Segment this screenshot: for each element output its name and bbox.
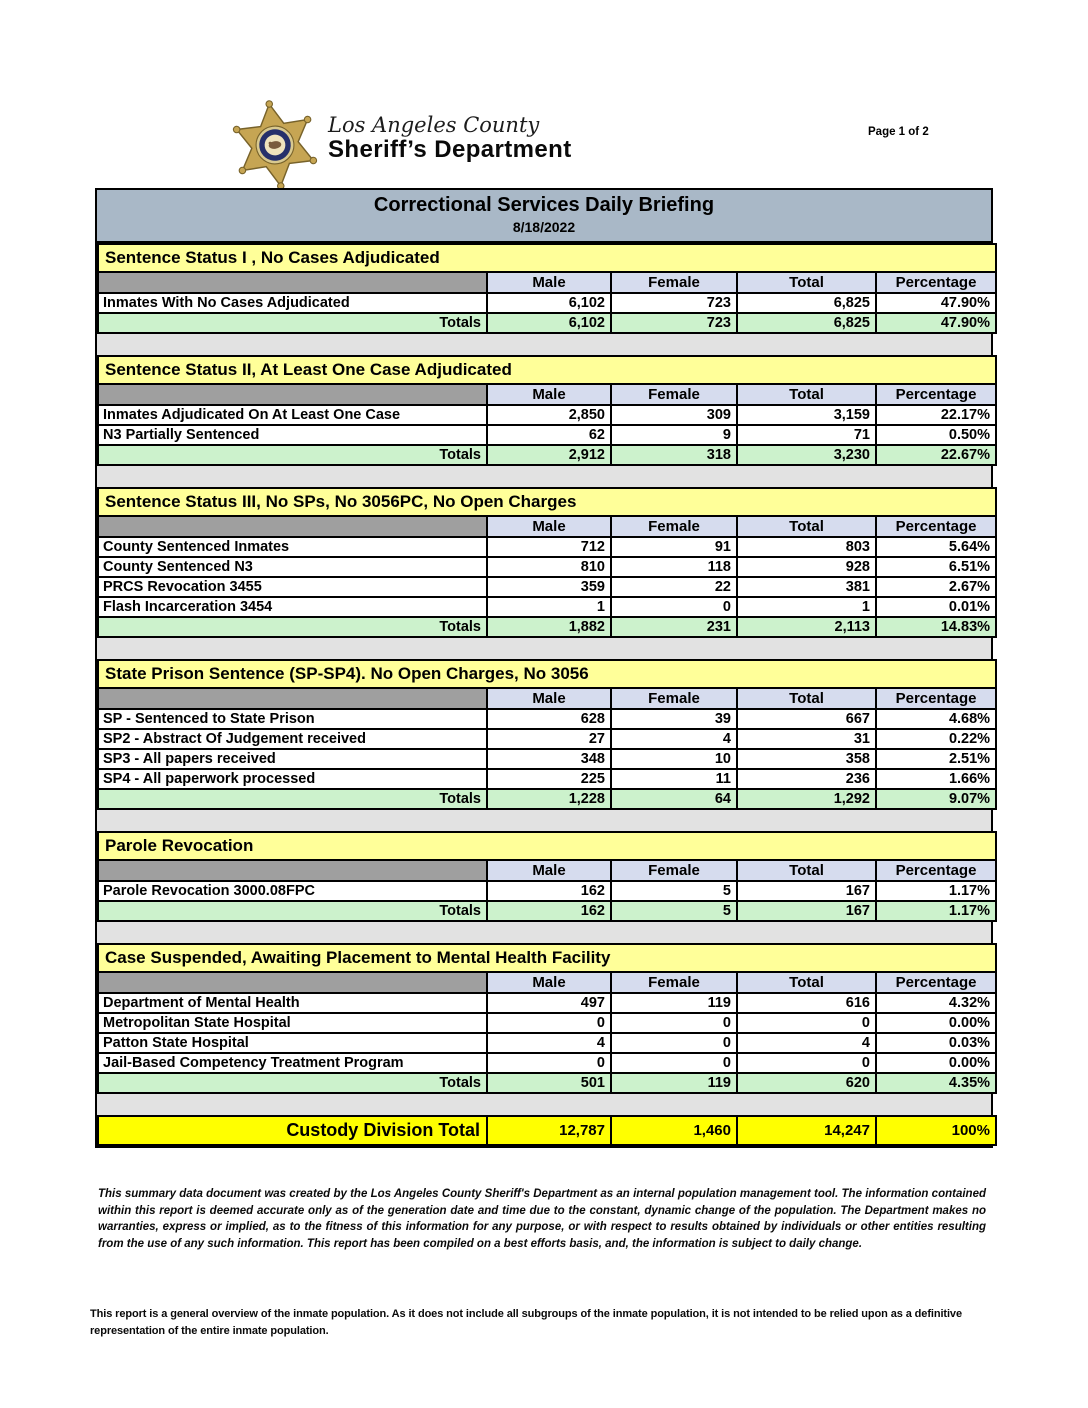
custody-total-value: 12,787 bbox=[487, 1116, 611, 1145]
totals-value: 162 bbox=[487, 901, 611, 921]
table-row bbox=[98, 1013, 996, 1033]
row-value: 5.64% bbox=[876, 537, 996, 557]
row-value: 71 bbox=[737, 425, 876, 445]
totals-value: 167 bbox=[737, 901, 876, 921]
totals-value: 6,825 bbox=[737, 313, 876, 333]
row-value: 9 bbox=[611, 425, 737, 445]
totals-value: 1,882 bbox=[487, 617, 611, 637]
section-gap bbox=[97, 638, 991, 659]
row-label: Inmates With No Cases Adjudicated bbox=[98, 293, 487, 313]
column-header: Percentage bbox=[876, 860, 996, 881]
row-value: 162 bbox=[487, 881, 611, 901]
row-label: SP3 - All papers received bbox=[98, 749, 487, 769]
column-header-spacer bbox=[98, 516, 487, 537]
report-title-bar bbox=[97, 190, 991, 243]
table-row bbox=[98, 1033, 996, 1053]
row-label: County Sentenced N3 bbox=[98, 557, 487, 577]
row-value: 119 bbox=[611, 993, 737, 1013]
row-value: 810 bbox=[487, 557, 611, 577]
row-value: 4 bbox=[737, 1033, 876, 1053]
row-value: 1 bbox=[487, 597, 611, 617]
agency-department-label: Sheriff’s Department bbox=[328, 136, 572, 164]
table-row bbox=[98, 749, 996, 769]
row-value: 0.03% bbox=[876, 1033, 996, 1053]
column-header: Male bbox=[487, 860, 611, 881]
totals-row bbox=[98, 901, 996, 921]
totals-value: 620 bbox=[737, 1073, 876, 1093]
section-table bbox=[97, 943, 997, 1094]
row-label: N3 Partially Sentenced bbox=[98, 425, 487, 445]
custody-total-table bbox=[97, 1115, 997, 1146]
table-row bbox=[98, 729, 996, 749]
row-value: 22 bbox=[611, 577, 737, 597]
column-header: Male bbox=[487, 272, 611, 293]
row-value: 0.50% bbox=[876, 425, 996, 445]
row-value: 6.51% bbox=[876, 557, 996, 577]
row-value: 0 bbox=[737, 1013, 876, 1033]
column-header: Total bbox=[737, 688, 876, 709]
row-value: 4 bbox=[611, 729, 737, 749]
column-header: Total bbox=[737, 272, 876, 293]
footnote-paragraph: This report is a general overview of the inmate population. As it does not include all subgroups of the inmate population, it is not intended to be relied upon as a definitive representation of the entire inmate population. bbox=[90, 1308, 962, 1337]
row-value: 5 bbox=[611, 881, 737, 901]
row-value: 4.68% bbox=[876, 709, 996, 729]
row-value: 348 bbox=[487, 749, 611, 769]
row-value: 359 bbox=[487, 577, 611, 597]
row-label: SP - Sentenced to State Prison bbox=[98, 709, 487, 729]
row-value: 225 bbox=[487, 769, 611, 789]
totals-row bbox=[98, 617, 996, 637]
totals-value: 6,102 bbox=[487, 313, 611, 333]
section-title: Sentence Status I , No Cases Adjudicated bbox=[98, 244, 996, 272]
totals-value: 1.17% bbox=[876, 901, 996, 921]
report-sections bbox=[97, 243, 991, 1146]
row-value: 4 bbox=[487, 1033, 611, 1053]
section-table bbox=[97, 659, 997, 810]
row-value: 723 bbox=[611, 293, 737, 313]
totals-value: 3,230 bbox=[737, 445, 876, 465]
row-value: 309 bbox=[611, 405, 737, 425]
column-header: Total bbox=[737, 516, 876, 537]
totals-value: 1,292 bbox=[737, 789, 876, 809]
row-value: 6,825 bbox=[737, 293, 876, 313]
section-table bbox=[97, 487, 997, 638]
totals-value: 64 bbox=[611, 789, 737, 809]
page-number-label: Page 1 of 2 bbox=[868, 126, 929, 138]
agency-name bbox=[328, 114, 572, 162]
column-header-spacer bbox=[98, 272, 487, 293]
section-gap bbox=[97, 334, 991, 355]
row-label: County Sentenced Inmates bbox=[98, 537, 487, 557]
row-label: Metropolitan State Hospital bbox=[98, 1013, 487, 1033]
totals-value: 47.90% bbox=[876, 313, 996, 333]
row-value: 0 bbox=[737, 1053, 876, 1073]
section-title: State Prison Sentence (SP-SP4). No Open Charges, No 3056 bbox=[98, 660, 996, 688]
disclaimer-paragraph: This summary data document was created by the Los Angeles County Sheriff's Department as an internal population management tool. The information contained within this report is deemed accurate only as of the generation date and time due to the constant, dynamic change of the population. The Department makes no warranties, express or implied, as to the fitness of this information for any purpose, or with respect to results obtained by individuals or other entities resulting from the use of any such information. This report has been compiled on a best efforts basis, and, the information is subject to daily change. bbox=[98, 1188, 986, 1250]
row-value: 0 bbox=[611, 1013, 737, 1033]
totals-label: Totals bbox=[98, 617, 487, 637]
totals-value: 119 bbox=[611, 1073, 737, 1093]
row-value: 1 bbox=[737, 597, 876, 617]
column-header: Percentage bbox=[876, 516, 996, 537]
row-value: 928 bbox=[737, 557, 876, 577]
totals-value: 231 bbox=[611, 617, 737, 637]
column-header: Percentage bbox=[876, 972, 996, 993]
table-row bbox=[98, 597, 996, 617]
row-value: 0 bbox=[611, 1033, 737, 1053]
column-header: Total bbox=[737, 972, 876, 993]
totals-label: Totals bbox=[98, 901, 487, 921]
column-header-spacer bbox=[98, 384, 487, 405]
row-value: 0 bbox=[611, 1053, 737, 1073]
totals-label: Totals bbox=[98, 313, 487, 333]
row-value: 47.90% bbox=[876, 293, 996, 313]
totals-value: 318 bbox=[611, 445, 737, 465]
column-header: Male bbox=[487, 516, 611, 537]
row-value: 381 bbox=[737, 577, 876, 597]
row-value: 0 bbox=[487, 1013, 611, 1033]
row-value: 0 bbox=[487, 1053, 611, 1073]
section-gap bbox=[97, 810, 991, 831]
totals-value: 723 bbox=[611, 313, 737, 333]
totals-value: 1,228 bbox=[487, 789, 611, 809]
row-value: 31 bbox=[737, 729, 876, 749]
column-header: Female bbox=[611, 516, 737, 537]
table-row bbox=[98, 405, 996, 425]
column-header: Female bbox=[611, 688, 737, 709]
row-value: 2.67% bbox=[876, 577, 996, 597]
table-row bbox=[98, 881, 996, 901]
column-header: Female bbox=[611, 972, 737, 993]
custody-total-value: 100% bbox=[876, 1116, 996, 1145]
custody-total-label: Custody Division Total bbox=[98, 1116, 487, 1145]
row-value: 358 bbox=[737, 749, 876, 769]
totals-value: 9.07% bbox=[876, 789, 996, 809]
column-header: Total bbox=[737, 384, 876, 405]
totals-row bbox=[98, 789, 996, 809]
section-table bbox=[97, 243, 997, 334]
column-header: Percentage bbox=[876, 688, 996, 709]
report-container bbox=[95, 188, 993, 1148]
column-header: Female bbox=[611, 272, 737, 293]
row-value: 0.00% bbox=[876, 1053, 996, 1073]
column-header: Total bbox=[737, 860, 876, 881]
row-value: 22.17% bbox=[876, 405, 996, 425]
totals-value: 501 bbox=[487, 1073, 611, 1093]
row-value: 91 bbox=[611, 537, 737, 557]
totals-label: Totals bbox=[98, 1073, 487, 1093]
row-label: Jail-Based Competency Treatment Program bbox=[98, 1053, 487, 1073]
row-value: 616 bbox=[737, 993, 876, 1013]
section-table bbox=[97, 355, 997, 466]
row-label: Department of Mental Health bbox=[98, 993, 487, 1013]
totals-row bbox=[98, 1073, 996, 1093]
totals-value: 4.35% bbox=[876, 1073, 996, 1093]
totals-value: 2,912 bbox=[487, 445, 611, 465]
custody-total-value: 1,460 bbox=[611, 1116, 737, 1145]
custody-total-value: 14,247 bbox=[737, 1116, 876, 1145]
totals-value: 5 bbox=[611, 901, 737, 921]
section-gap bbox=[97, 922, 991, 943]
report-title: Correctional Services Daily Briefing bbox=[373, 194, 715, 216]
row-value: 11 bbox=[611, 769, 737, 789]
section-title: Case Suspended, Awaiting Placement to Mental Health Facility bbox=[98, 944, 996, 972]
row-label: PRCS Revocation 3455 bbox=[98, 577, 487, 597]
row-value: 628 bbox=[487, 709, 611, 729]
table-row bbox=[98, 993, 996, 1013]
column-header: Male bbox=[487, 384, 611, 405]
row-value: 803 bbox=[737, 537, 876, 557]
section-title: Sentence Status III, No SPs, No 3056PC, No Open Charges bbox=[98, 488, 996, 516]
totals-label: Totals bbox=[98, 789, 487, 809]
section-title: Sentence Status II, At Least One Case Adjudicated bbox=[98, 356, 996, 384]
row-value: 2,850 bbox=[487, 405, 611, 425]
section-gap bbox=[97, 466, 991, 487]
column-header: Female bbox=[611, 860, 737, 881]
row-value: 236 bbox=[737, 769, 876, 789]
column-header: Percentage bbox=[876, 384, 996, 405]
column-header: Male bbox=[487, 972, 611, 993]
row-label: Flash Incarceration 3454 bbox=[98, 597, 487, 617]
totals-label: Totals bbox=[98, 445, 487, 465]
table-row bbox=[98, 1053, 996, 1073]
row-label: SP2 - Abstract Of Judgement received bbox=[98, 729, 487, 749]
row-value: 167 bbox=[737, 881, 876, 901]
table-row bbox=[98, 709, 996, 729]
report-date: 8/18/2022 bbox=[512, 219, 576, 235]
agency-county-label: Los Angeles County bbox=[328, 113, 540, 137]
column-header-spacer bbox=[98, 688, 487, 709]
row-value: 62 bbox=[487, 425, 611, 445]
row-value: 10 bbox=[611, 749, 737, 769]
row-value: 1.17% bbox=[876, 881, 996, 901]
table-row bbox=[98, 577, 996, 597]
row-value: 4.32% bbox=[876, 993, 996, 1013]
table-row bbox=[98, 769, 996, 789]
table-row bbox=[98, 557, 996, 577]
row-value: 3,159 bbox=[737, 405, 876, 425]
row-value: 0 bbox=[611, 597, 737, 617]
row-value: 0.00% bbox=[876, 1013, 996, 1033]
section-title: Parole Revocation bbox=[98, 832, 996, 860]
sheriff-star-badge-icon bbox=[230, 100, 320, 190]
row-label: Patton State Hospital bbox=[98, 1033, 487, 1053]
totals-value: 22.67% bbox=[876, 445, 996, 465]
column-header-spacer bbox=[98, 860, 487, 881]
column-header: Percentage bbox=[876, 272, 996, 293]
row-value: 0.22% bbox=[876, 729, 996, 749]
table-row bbox=[98, 537, 996, 557]
totals-value: 2,113 bbox=[737, 617, 876, 637]
section-gap bbox=[97, 1094, 991, 1115]
row-value: 1.66% bbox=[876, 769, 996, 789]
column-header: Female bbox=[611, 384, 737, 405]
row-value: 118 bbox=[611, 557, 737, 577]
row-value: 2.51% bbox=[876, 749, 996, 769]
table-row bbox=[98, 425, 996, 445]
row-value: 27 bbox=[487, 729, 611, 749]
column-header-spacer bbox=[98, 972, 487, 993]
column-header: Male bbox=[487, 688, 611, 709]
row-value: 39 bbox=[611, 709, 737, 729]
custody-total-row bbox=[98, 1116, 996, 1145]
table-row bbox=[98, 293, 996, 313]
row-label: SP4 - All paperwork processed bbox=[98, 769, 487, 789]
section-table bbox=[97, 831, 997, 922]
row-label: Parole Revocation 3000.08FPC bbox=[98, 881, 487, 901]
row-value: 667 bbox=[737, 709, 876, 729]
row-value: 6,102 bbox=[487, 293, 611, 313]
totals-value: 14.83% bbox=[876, 617, 996, 637]
totals-row bbox=[98, 445, 996, 465]
row-label: Inmates Adjudicated On At Least One Case bbox=[98, 405, 487, 425]
row-value: 0.01% bbox=[876, 597, 996, 617]
row-value: 712 bbox=[487, 537, 611, 557]
row-value: 497 bbox=[487, 993, 611, 1013]
totals-row bbox=[98, 313, 996, 333]
